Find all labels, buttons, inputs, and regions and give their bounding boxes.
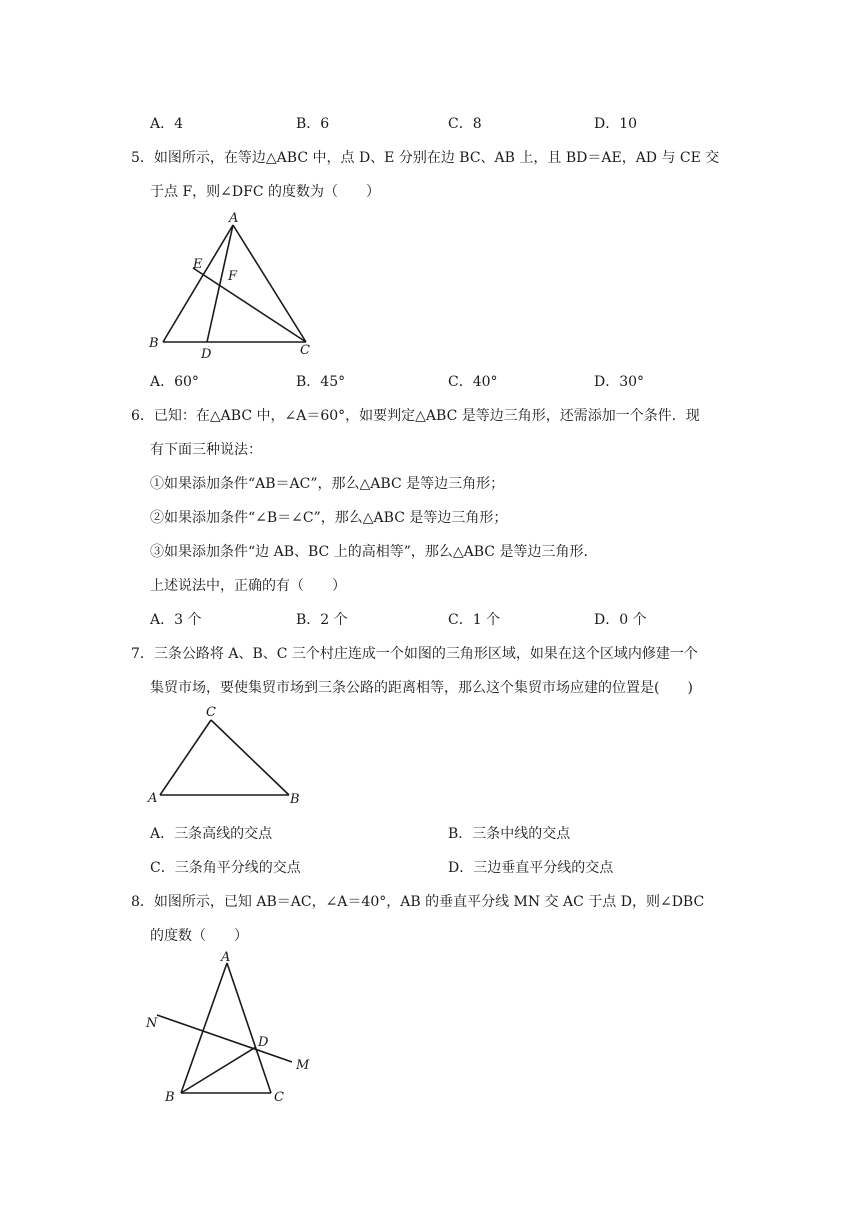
q5-label-d: D (201, 347, 212, 362)
q8-label-d: D (258, 1035, 269, 1050)
q5-option-a: A．60° (150, 374, 199, 390)
q6-statement-1: ①如果添加条件“AB＝AC”，那么△ABC 是等边三角形； (150, 476, 505, 492)
q6-option-b: B．2 个 (296, 612, 348, 628)
q8-line-mn (157, 1015, 292, 1062)
q5-label-a: A (229, 211, 239, 226)
q5-option-d: D．30° (594, 374, 645, 390)
q5-label-e: E (193, 257, 203, 272)
q8-label-n: N (146, 1016, 158, 1031)
q6-statement-3: ③如果添加条件“边 AB、BC 上的高相等”，那么△ABC 是等边三角形． (150, 544, 598, 560)
q6-option-d: D．0 个 (594, 612, 647, 628)
q4-option-d: D．10 (594, 116, 638, 132)
q7-option-d: D．三边垂直平分线的交点 (448, 860, 614, 876)
q5-option-c: C．40° (448, 374, 498, 390)
q5-label-c: C (300, 343, 310, 358)
q8-label-c: C (274, 1090, 284, 1105)
q8-label-m: M (296, 1058, 310, 1073)
q6-statement-2: ②如果添加条件“∠B＝∠C”，那么△ABC 是等边三角形； (150, 510, 508, 526)
q6-text-line1: 6．已知：在△ABC 中，∠A＝60°，如要判定△ABC 是等边三角形，还需添加一个条件．现 (131, 408, 700, 424)
q6-option-a: A．3 个 (150, 612, 202, 628)
q4-option-b: B．6 (296, 116, 330, 132)
q6-text-line2: 有下面三种说法： (150, 442, 262, 458)
q8-segment-bd (181, 1047, 256, 1093)
q5-text-line1: 5．如图所示，在等边△ABC 中，点 D、E 分别在边 BC、AB 上，且 BD＝AE，AD 与 CE 交 (131, 150, 720, 166)
q5-label-b: B (149, 336, 159, 351)
q7-option-a: A．三条高线的交点 (150, 826, 273, 842)
q6-option-c: C．1 个 (448, 612, 501, 628)
q7-label-b: B (290, 792, 300, 807)
q7-text-line1: 7．三条公路将 A、B、C 三个村庄连成一个如图的三角形区域，如果在这个区域内修建一个 (131, 646, 698, 662)
q8-label-a: A (221, 950, 231, 965)
q4-option-a: A．4 (150, 116, 184, 132)
q8-label-b: B (165, 1090, 175, 1105)
q5-text-line2: 于点 F，则∠DFC 的度数为（ ） (150, 184, 380, 200)
q6-question: 上述说法中，正确的有（ ） (150, 578, 346, 594)
q8-side-ab (181, 963, 227, 1093)
q7-label-c: C (206, 705, 216, 720)
q8-side-ac (227, 963, 271, 1093)
q7-option-c: C．三条角平分线的交点 (150, 860, 301, 876)
q7-text-line2: 集贸市场，要使集贸市场到三条公路的距离相等，那么这个集贸市场应建的位置是( ) (150, 680, 693, 696)
q8-text-line2: 的度数（ ） (150, 928, 248, 944)
q5-label-f: F (228, 269, 238, 284)
q7-option-b: B．三条中线的交点 (448, 826, 571, 842)
q7-label-a: A (148, 791, 158, 806)
q8-text-line1: 8．如图所示，已知 AB＝AC，∠A＝40°，AB 的垂直平分线 MN 交 AC 于点 D，则∠DBC (131, 894, 705, 910)
q5-option-b: B．45° (296, 374, 346, 390)
q4-option-c: C．8 (448, 116, 482, 132)
